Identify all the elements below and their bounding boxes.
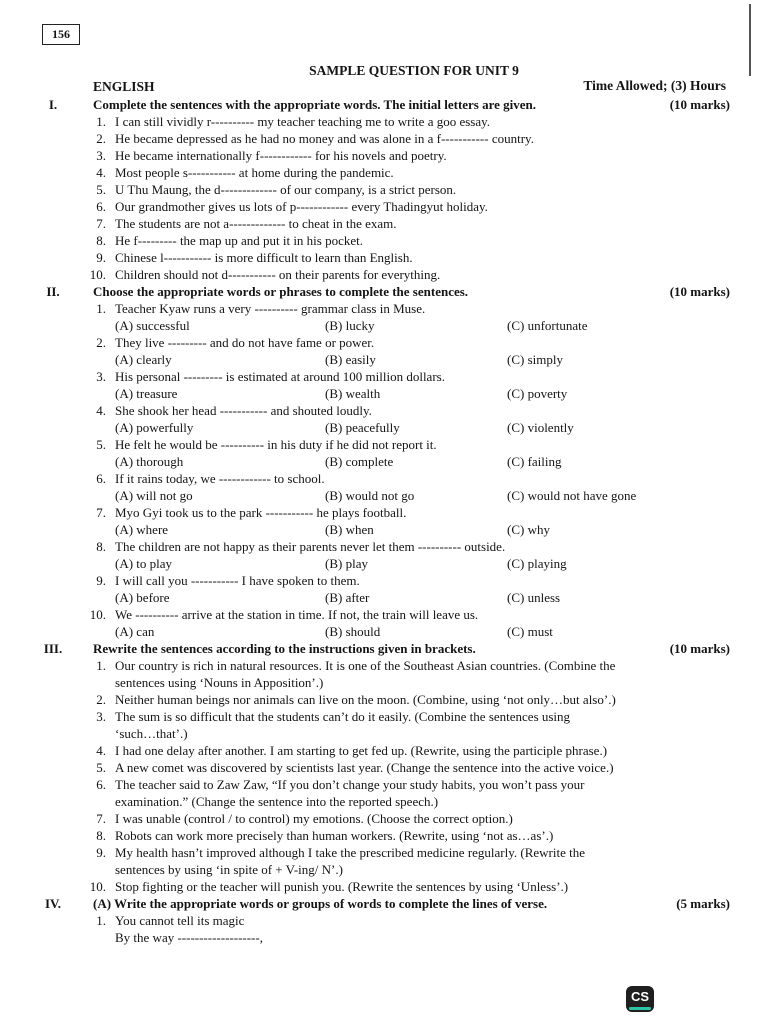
question-item: 1. You cannot tell its magic: [96, 913, 245, 928]
section-marks: (10 marks): [669, 97, 730, 112]
page-number-box: 156: [42, 24, 80, 45]
verse-line: By the way -------------------,: [115, 930, 263, 945]
question-item: 5. U Thu Maung, the d------------- of our company, is a strict person.: [96, 182, 457, 197]
question-item: 3. The sum is so difficult that the students can’t do it easily. (Combine the sentences using: [96, 709, 571, 724]
question-item: 8. Robots can work more precisely than human workers. (Rewrite, using ‘not as…as’.): [96, 828, 554, 843]
section-2-header: [40, 283, 730, 300]
answer-options: (A) treasure (B) wealth (C) poverty: [115, 386, 568, 401]
question-continuation: sentences by using ‘in spite of + V-ing/ N’.): [115, 862, 343, 877]
question-item: 1. Teacher Kyaw runs a very ---------- grammar class in Muse.: [96, 301, 426, 316]
subject-label: ENGLISH: [93, 79, 155, 94]
section-marks: (5 marks): [676, 896, 730, 911]
question-item: 10. We ---------- arrive at the station in time. If not, the train will leave us.: [89, 607, 479, 622]
answer-options: (A) thorough (B) complete (C) failing: [115, 454, 562, 469]
question-item: 1. Our country is rich in natural resources. It is one of the Southeast Asian countries. (Combine the: [96, 658, 616, 673]
section-numeral: III.: [43, 641, 63, 656]
question-item: 4. I had one delay after another. I am starting to get fed up. (Rewrite, using the participle phrase.): [96, 743, 608, 758]
section-instruction: (A) Write the appropriate words or groups of words to complete the lines of verse.: [93, 896, 548, 911]
section-4-header: [40, 895, 730, 912]
question-content: [40, 96, 730, 946]
question-continuation: ‘such…that’.): [115, 726, 188, 741]
section-numeral: IV.: [44, 896, 62, 911]
answer-options: (A) powerfully (B) peacefully (C) violently: [115, 420, 574, 435]
camscanner-logo-icon: CS: [626, 986, 654, 1012]
question-item: 8. He f--------- the map up and put it in his pocket.: [96, 233, 364, 248]
answer-options: (A) successful (B) lucky (C) unfortunate: [115, 318, 588, 333]
page-title: SAMPLE QUESTION FOR UNIT 9: [309, 63, 519, 78]
question-item: 10. Stop fighting or the teacher will punish you. (Rewrite the sentences by using ‘Unless’.): [89, 879, 569, 894]
section-numeral: II.: [46, 284, 60, 299]
question-item: 5. A new comet was discovered by scientists last year. (Change the sentence into the active voice.): [96, 760, 614, 775]
question-item: 9. My health hasn’t improved although I take the prescribed medicine regularly. (Rewrite the: [96, 845, 586, 860]
question-item: 2. Neither human beings nor animals can live on the moon. (Combine, using ‘not only…but also’.): [96, 692, 616, 707]
answer-options: (A) before (B) after (C) unless: [115, 590, 561, 605]
answer-options: (A) will not go (B) would not go (C) would not have gone: [115, 488, 637, 503]
question-item: 7. The students are not a------------- to cheat in the exam.: [96, 216, 397, 231]
question-item: 6. If it rains today, we ------------ to school.: [96, 471, 325, 486]
section-numeral: I.: [48, 97, 58, 112]
question-item: 9. Chinese l----------- is more difficult to learn than English.: [96, 250, 413, 265]
section-1-header: [40, 96, 730, 113]
section-3-header: [40, 640, 730, 657]
question-item: 4. She shook her head ----------- and shouted loudly.: [96, 403, 372, 418]
section-instruction: Choose the appropriate words or phrases to complete the sentences.: [93, 284, 469, 299]
question-item: 9. I will call you ----------- I have spoken to them.: [96, 573, 360, 588]
question-item: 3. He became internationally f------------ for his novels and poetry.: [96, 148, 447, 163]
section-instruction: Rewrite the sentences according to the instructions given in brackets.: [93, 641, 476, 656]
question-item: 8. The children are not happy as their parents never let them ---------- outside.: [96, 539, 506, 554]
answer-options: (A) where (B) when (C) why: [115, 522, 550, 537]
question-item: 4. Most people s----------- at home during the pandemic.: [96, 165, 394, 180]
section-instruction: Complete the sentences with the appropriate words. The initial letters are given.: [93, 97, 537, 112]
question-continuation: sentences using ‘Nouns in Apposition’.): [115, 675, 324, 690]
question-item: 6. Our grandmother gives us lots of p------------ every Thadingyut holiday.: [96, 199, 488, 214]
question-item: 10. Children should not d----------- on their parents for everything.: [89, 267, 441, 282]
question-item: 2. He became depressed as he had no money and was alone in a f----------- country.: [96, 131, 534, 146]
answer-options: (A) clearly (B) easily (C) simply: [115, 352, 563, 367]
question-item: 2. They live --------- and do not have fame or power.: [96, 335, 375, 350]
section-marks: (10 marks): [669, 641, 730, 656]
section-marks: (10 marks): [669, 284, 730, 299]
question-item: 6. The teacher said to Zaw Zaw, “If you don’t change your study habits, you won’t pass your: [96, 777, 585, 792]
question-item: 3. His personal --------- is estimated at around 100 million dollars.: [96, 369, 445, 384]
question-continuation: examination.” (Change the sentence into the reported speech.): [115, 794, 439, 809]
question-item: 7. Myo Gyi took us to the park ----------- he plays football.: [96, 505, 407, 520]
question-item: 7. I was unable (control / to control) my emotions. (Choose the correct option.): [96, 811, 513, 826]
answer-options: (A) can (B) should (C) must: [115, 624, 553, 639]
time-allowed: Time Allowed; (3) Hours: [583, 78, 726, 93]
question-item: 1. I can still vividly r---------- my teacher teaching me to write a goo essay.: [96, 114, 491, 129]
question-item: 5. He felt he would be ---------- in his duty if he did not report it.: [96, 437, 437, 452]
answer-options: (A) to play (B) play (C) playing: [115, 556, 567, 571]
